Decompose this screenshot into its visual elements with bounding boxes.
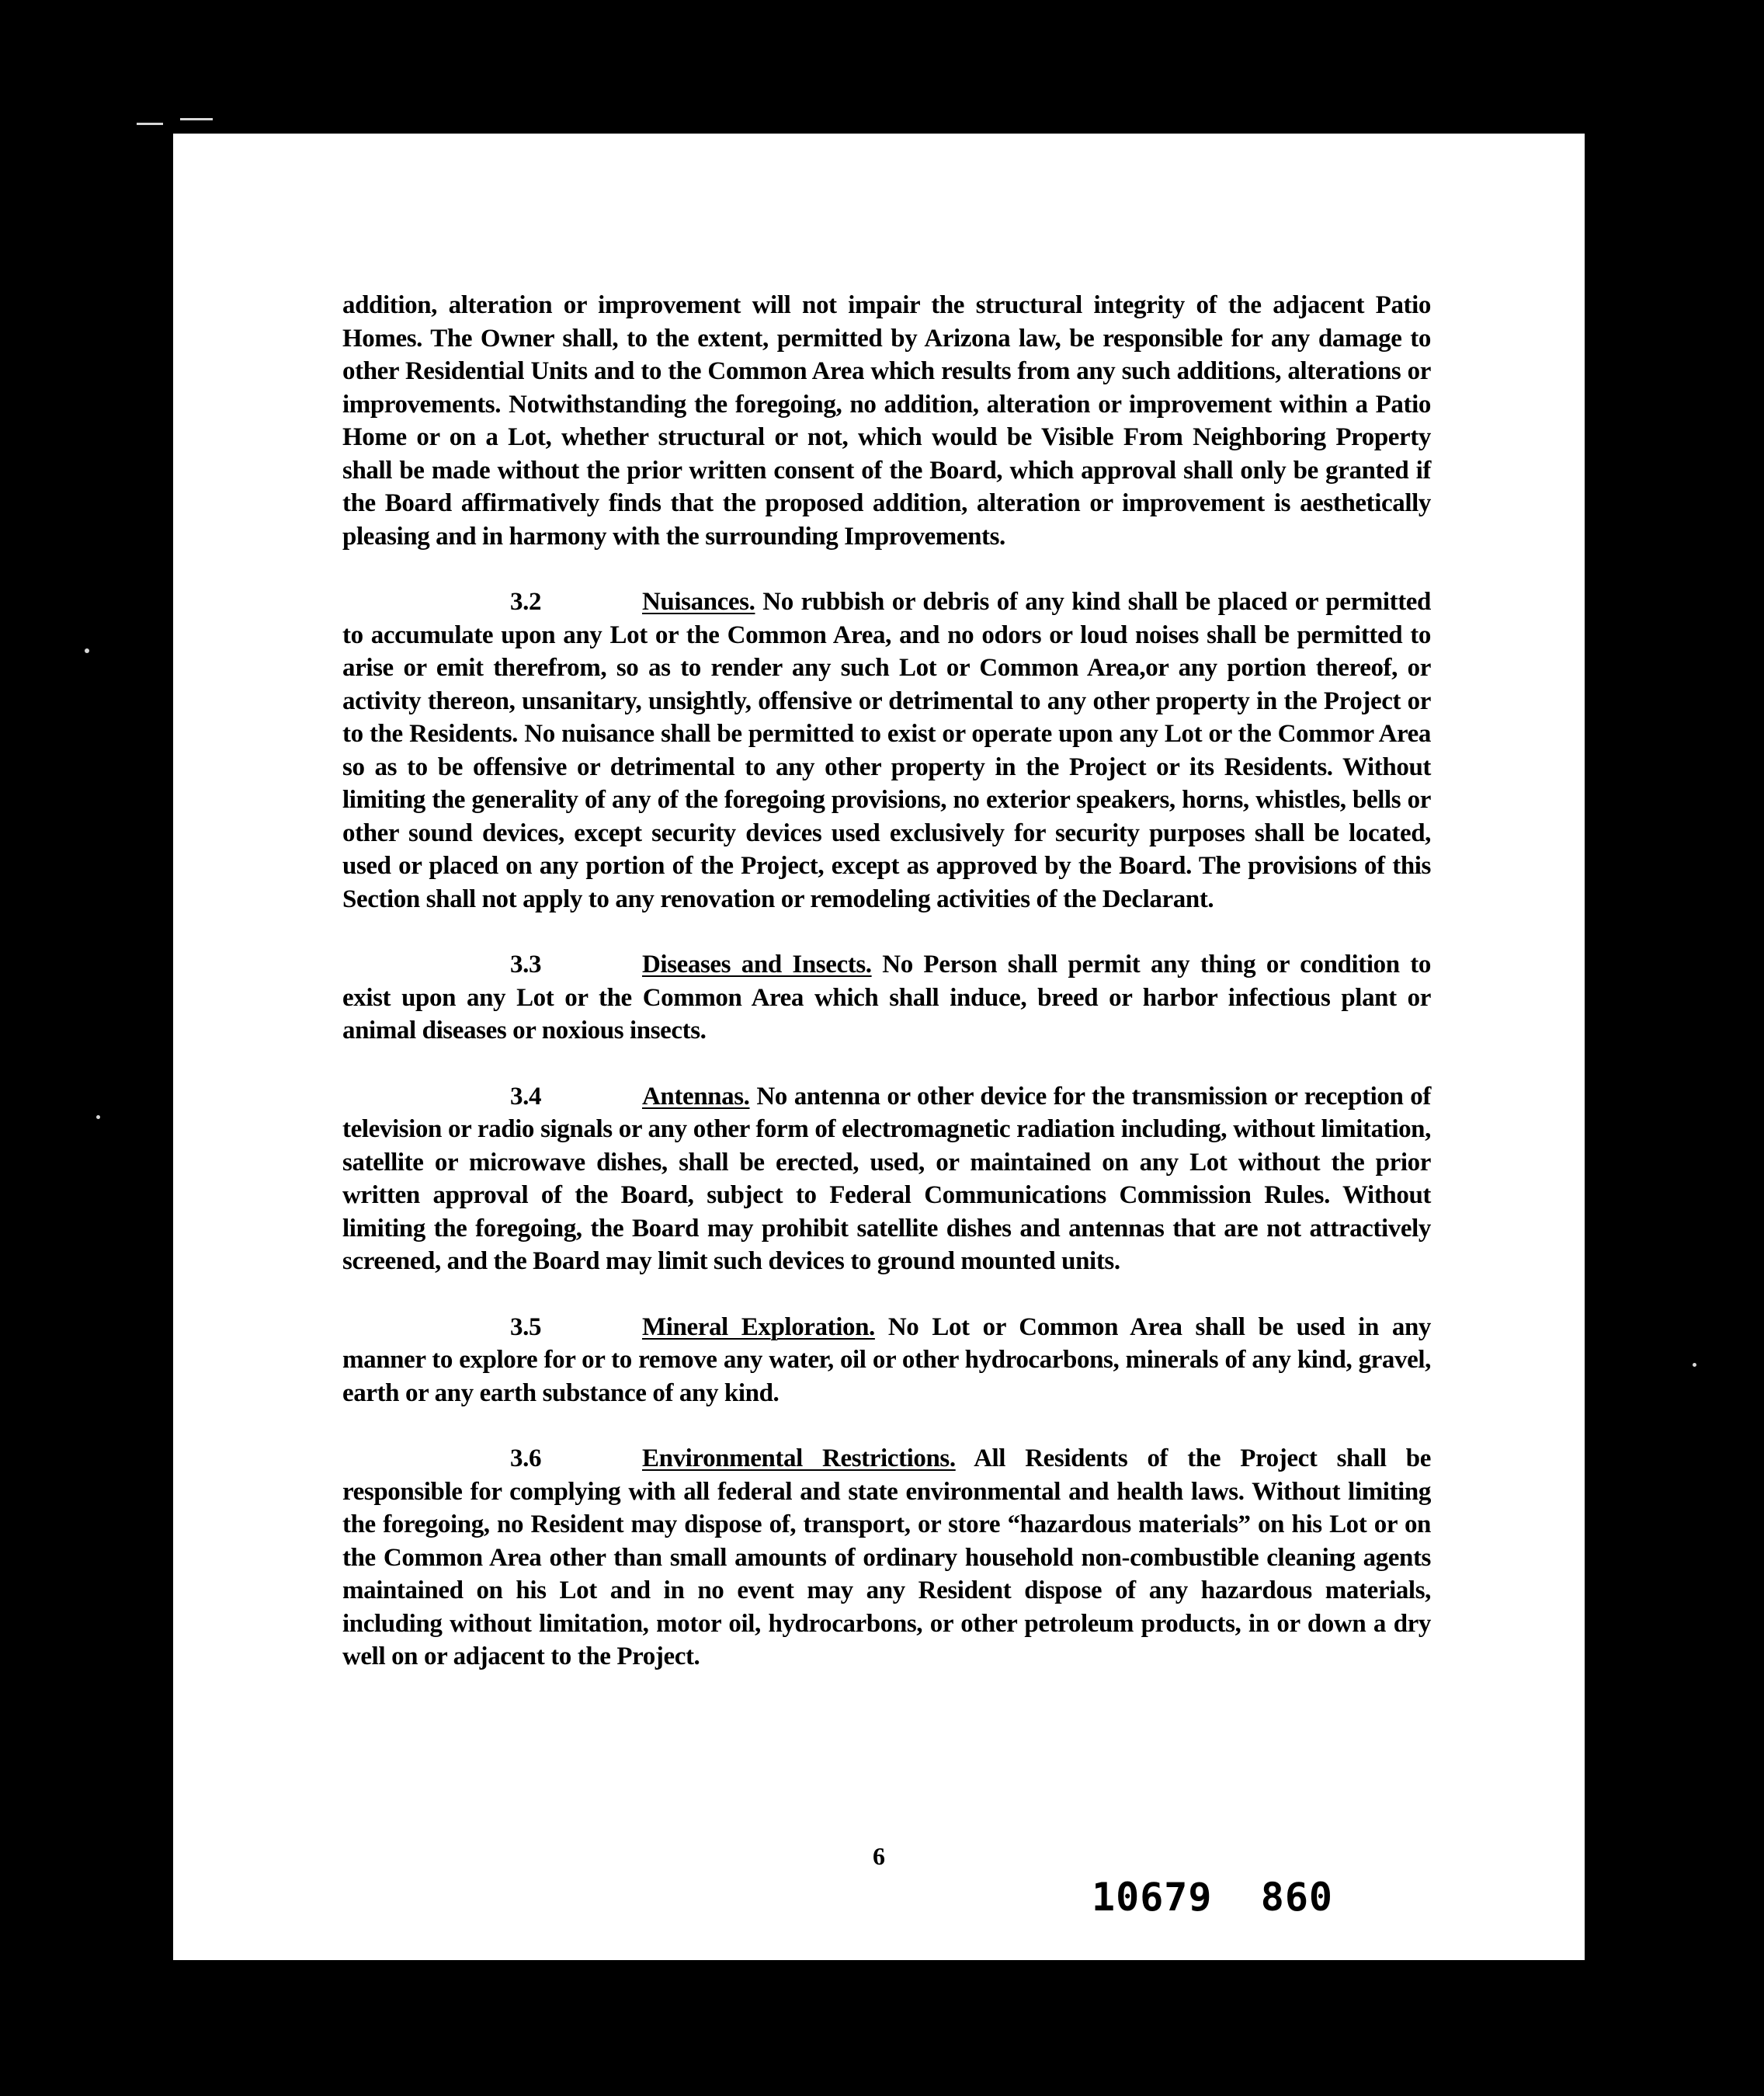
scan-artifact-dot bbox=[96, 1115, 100, 1119]
recording-stamp: 10679 860 bbox=[1092, 1875, 1334, 1920]
page-number: 6 bbox=[873, 1842, 885, 1870]
section-text: No Person shall permit any thing or condition to exist upon any Lot or the Common Area which shall induce, breed or harbor infectious plant or animal diseases or noxious insects. bbox=[342, 951, 1431, 1045]
section-number: 3.2 bbox=[510, 588, 542, 616]
scan-artifact-dot bbox=[1693, 1363, 1696, 1367]
section-text: All Residents of the Project shall be responsible for complying with all federal and state environmental and health laws. Without limiting the foregoing, no Resident may dispose of, transport, or store “hazardous materials” on his Lot or on the Common Area other than small amounts of ordinary household non-combustible cleaning agents maintained on his Lot and in no event may any Resident dispose of any hazardous materials, including without limitation, motor oil, hydrocarbons, or other petroleum products, in or down a dry well on or adjacent to the Project. bbox=[342, 1444, 1431, 1670]
section-number: 3.3 bbox=[510, 951, 542, 978]
scan-artifact-dot bbox=[85, 648, 89, 653]
section-number: 3.6 bbox=[510, 1444, 542, 1472]
section-number: 3.4 bbox=[510, 1082, 542, 1111]
section-3-5 bbox=[342, 1311, 1431, 1410]
section-3-3 bbox=[342, 948, 1431, 1048]
section-3-2 bbox=[342, 586, 1431, 916]
continued-paragraph: addition, alteration or improvement will not impair the structural integrity of the adjacent Patio Homes. The Owner shall, to the extent, permitted by Arizona law, be responsible for any damage to other Residential Units and to the Common Area which results from any such additions, alterations or improvements. Notwithstanding the foregoing, no addition, alteration or improvement within a Patio Home or on a Lot, whether structural or not, which would be Visible From Neighboring Property shall be made without the prior written consent of the Board, which approval shall only be granted if the Board affirmatively finds that the proposed addition, alteration or improvement is aesthetically pleasing and in harmony with the surrounding Improvements. bbox=[342, 291, 1431, 551]
section-title: Nuisances. bbox=[642, 588, 755, 616]
scan-artifact-line bbox=[180, 118, 213, 120]
section-title: Diseases and Insects. bbox=[642, 951, 872, 978]
section-title: Environmental Restrictions. bbox=[642, 1444, 956, 1472]
document-page bbox=[173, 134, 1585, 1960]
section-3-6 bbox=[342, 1442, 1431, 1674]
document-body bbox=[342, 289, 1431, 1674]
section-text: No Lot or Common Area shall be used in any manner to explore for or to remove any water, oil or other hydrocarbons, minerals of any kind, gravel, earth or any earth substance of any kind. bbox=[342, 1312, 1431, 1407]
section-title: Antennas. bbox=[642, 1082, 750, 1111]
section-text: No rubbish or debris of any kind shall be placed or permitted to accumulate upon any Lot or the Common Area, and no odors or loud noises shall be permitted to arise or emit therefrom, so as to render any such Lot or Common Area,or any portion thereof, or activity thereon, unsanitary, unsightly, offensive or detrimental to any other property in the Project or to the Residents. No nuisance shall be permitted to exist or operate upon any Lot or the Commor Area so as to be offensive or detrimental to any other property in the Project or its Residents. Without limiting the generality of any of the foregoing provisions, no exterior speakers, horns, whistles, bells or other sound devices, except security devices used exclusively for security purposes shall be located, used or placed on any portion of the Project, except as approved by the Board. The provisions of this Section shall not apply to any renovation or remodeling activities of the Declarant. bbox=[342, 588, 1431, 913]
section-title: Mineral Exploration. bbox=[642, 1312, 875, 1341]
section-number: 3.5 bbox=[510, 1312, 542, 1341]
scan-artifact-line bbox=[137, 123, 163, 125]
section-text: No antenna or other device for the transmission or reception of television or radio signals or any other form of electromagnetic radiation including, without limitation, satellite or microwave dishes, shall be erected, used, or maintained on any Lot without the prior written approval of the Board, subject to Federal Communications Commission Rules. Without limiting the foregoing, the Board may prohibit satellite dishes and antennas that are not attractively screened, and the Board may limit such devices to ground mounted units. bbox=[342, 1082, 1431, 1275]
section-3-4 bbox=[342, 1080, 1431, 1278]
